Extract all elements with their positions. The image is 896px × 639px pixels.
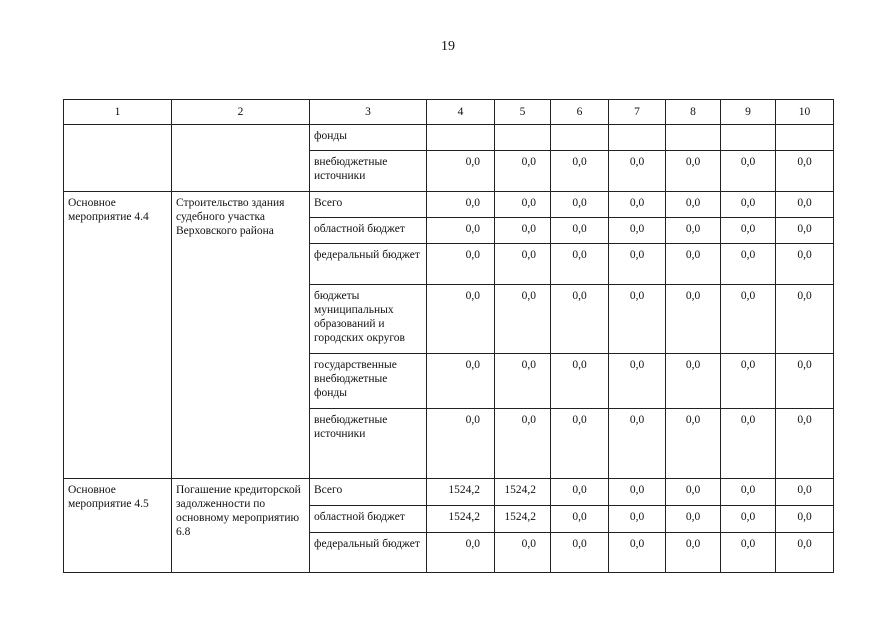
value-cell: 0,0 bbox=[609, 533, 666, 573]
value-cell: 0,0 bbox=[609, 218, 666, 244]
value-cell: 0,0 bbox=[776, 151, 834, 192]
description-cell: Погашение кредиторской задолженности по основному мероприятию 6.8 bbox=[172, 479, 310, 573]
header-cell: 8 bbox=[666, 100, 721, 125]
value-cell: 0,0 bbox=[776, 409, 834, 479]
value-cell: 0,0 bbox=[721, 192, 776, 218]
table-row bbox=[64, 479, 834, 506]
value-cell: 0,0 bbox=[609, 244, 666, 285]
value-cell: 0,0 bbox=[427, 533, 495, 573]
value-cell: 0,0 bbox=[776, 192, 834, 218]
value-cell: 0,0 bbox=[776, 506, 834, 533]
value-cell: 0,0 bbox=[609, 409, 666, 479]
value-cell: 0,0 bbox=[721, 506, 776, 533]
table-row bbox=[64, 125, 834, 151]
source-cell: Всего bbox=[310, 479, 427, 506]
value-cell: 0,0 bbox=[609, 192, 666, 218]
value-cell: 0,0 bbox=[495, 192, 551, 218]
value-cell: 0,0 bbox=[721, 479, 776, 506]
value-cell: 0,0 bbox=[495, 244, 551, 285]
value-cell: 0,0 bbox=[666, 151, 721, 192]
value-cell: 1524,2 bbox=[495, 479, 551, 506]
value-cell: 0,0 bbox=[666, 354, 721, 409]
table-body bbox=[64, 100, 834, 573]
value-cell: 0,0 bbox=[721, 409, 776, 479]
value-cell: 0,0 bbox=[427, 218, 495, 244]
value-cell: 1524,2 bbox=[427, 479, 495, 506]
source-cell: внебюджетные источники bbox=[310, 151, 427, 192]
value-cell: 0,0 bbox=[776, 479, 834, 506]
value-cell: 0,0 bbox=[721, 533, 776, 573]
header-cell: 1 bbox=[64, 100, 172, 125]
value-cell: 0,0 bbox=[666, 192, 721, 218]
value-cell: 0,0 bbox=[609, 354, 666, 409]
source-cell: Всего bbox=[310, 192, 427, 218]
value-cell: 0,0 bbox=[666, 479, 721, 506]
value-cell: 0,0 bbox=[495, 409, 551, 479]
source-cell: бюджеты муниципальных образований и городских округов bbox=[310, 285, 427, 354]
value-cell bbox=[776, 125, 834, 151]
value-cell: 0,0 bbox=[427, 192, 495, 218]
value-cell: 1524,2 bbox=[427, 506, 495, 533]
header-cell: 5 bbox=[495, 100, 551, 125]
value-cell: 0,0 bbox=[551, 479, 609, 506]
value-cell: 0,0 bbox=[666, 533, 721, 573]
value-cell: 0,0 bbox=[721, 244, 776, 285]
value-cell: 0,0 bbox=[666, 409, 721, 479]
budget-table bbox=[63, 99, 834, 573]
value-cell: 0,0 bbox=[721, 354, 776, 409]
value-cell: 0,0 bbox=[551, 244, 609, 285]
activity-cell bbox=[64, 125, 172, 192]
source-cell: областной бюджет bbox=[310, 506, 427, 533]
activity-cell: Основное мероприятие 4.4 bbox=[64, 192, 172, 479]
activity-cell: Основное мероприятие 4.5 bbox=[64, 479, 172, 573]
value-cell: 0,0 bbox=[666, 218, 721, 244]
value-cell: 0,0 bbox=[666, 285, 721, 354]
value-cell: 0,0 bbox=[427, 285, 495, 354]
value-cell: 0,0 bbox=[427, 409, 495, 479]
source-cell: внебюджетные источники bbox=[310, 409, 427, 479]
header-cell: 3 bbox=[310, 100, 427, 125]
header-cell: 2 bbox=[172, 100, 310, 125]
source-cell: государственные внебюджетные фонды bbox=[310, 354, 427, 409]
value-cell: 0,0 bbox=[776, 354, 834, 409]
header-cell: 9 bbox=[721, 100, 776, 125]
value-cell: 0,0 bbox=[776, 285, 834, 354]
value-cell: 0,0 bbox=[495, 218, 551, 244]
value-cell: 0,0 bbox=[609, 285, 666, 354]
value-cell: 0,0 bbox=[551, 506, 609, 533]
value-cell: 0,0 bbox=[721, 151, 776, 192]
value-cell: 0,0 bbox=[427, 354, 495, 409]
description-cell: Строительство здания судебного участка Верховского района bbox=[172, 192, 310, 479]
value-cell: 0,0 bbox=[551, 409, 609, 479]
value-cell: 0,0 bbox=[495, 285, 551, 354]
value-cell: 0,0 bbox=[495, 533, 551, 573]
description-cell bbox=[172, 125, 310, 192]
value-cell: 0,0 bbox=[776, 533, 834, 573]
value-cell: 0,0 bbox=[427, 244, 495, 285]
value-cell: 0,0 bbox=[551, 533, 609, 573]
source-cell: фонды bbox=[310, 125, 427, 151]
header-cell: 7 bbox=[609, 100, 666, 125]
value-cell bbox=[495, 125, 551, 151]
value-cell bbox=[721, 125, 776, 151]
page-number: 19 bbox=[441, 39, 455, 54]
value-cell: 0,0 bbox=[495, 151, 551, 192]
source-cell: федеральный бюджет bbox=[310, 533, 427, 573]
source-cell: областной бюджет bbox=[310, 218, 427, 244]
header-cell: 6 bbox=[551, 100, 609, 125]
value-cell: 0,0 bbox=[776, 218, 834, 244]
header-row bbox=[64, 100, 834, 125]
value-cell: 0,0 bbox=[551, 218, 609, 244]
value-cell: 0,0 bbox=[721, 285, 776, 354]
value-cell: 0,0 bbox=[551, 192, 609, 218]
value-cell: 0,0 bbox=[609, 479, 666, 506]
value-cell: 0,0 bbox=[551, 151, 609, 192]
value-cell: 0,0 bbox=[721, 218, 776, 244]
value-cell: 1524,2 bbox=[495, 506, 551, 533]
value-cell bbox=[551, 125, 609, 151]
value-cell bbox=[609, 125, 666, 151]
value-cell bbox=[666, 125, 721, 151]
header-cell: 10 bbox=[776, 100, 834, 125]
value-cell: 0,0 bbox=[551, 285, 609, 354]
header-cell: 4 bbox=[427, 100, 495, 125]
value-cell bbox=[427, 125, 495, 151]
value-cell: 0,0 bbox=[427, 151, 495, 192]
source-cell: федеральный бюджет bbox=[310, 244, 427, 285]
value-cell: 0,0 bbox=[609, 151, 666, 192]
value-cell: 0,0 bbox=[666, 244, 721, 285]
value-cell: 0,0 bbox=[551, 354, 609, 409]
value-cell: 0,0 bbox=[666, 506, 721, 533]
value-cell: 0,0 bbox=[776, 244, 834, 285]
value-cell: 0,0 bbox=[495, 354, 551, 409]
table-row bbox=[64, 192, 834, 218]
value-cell: 0,0 bbox=[609, 506, 666, 533]
